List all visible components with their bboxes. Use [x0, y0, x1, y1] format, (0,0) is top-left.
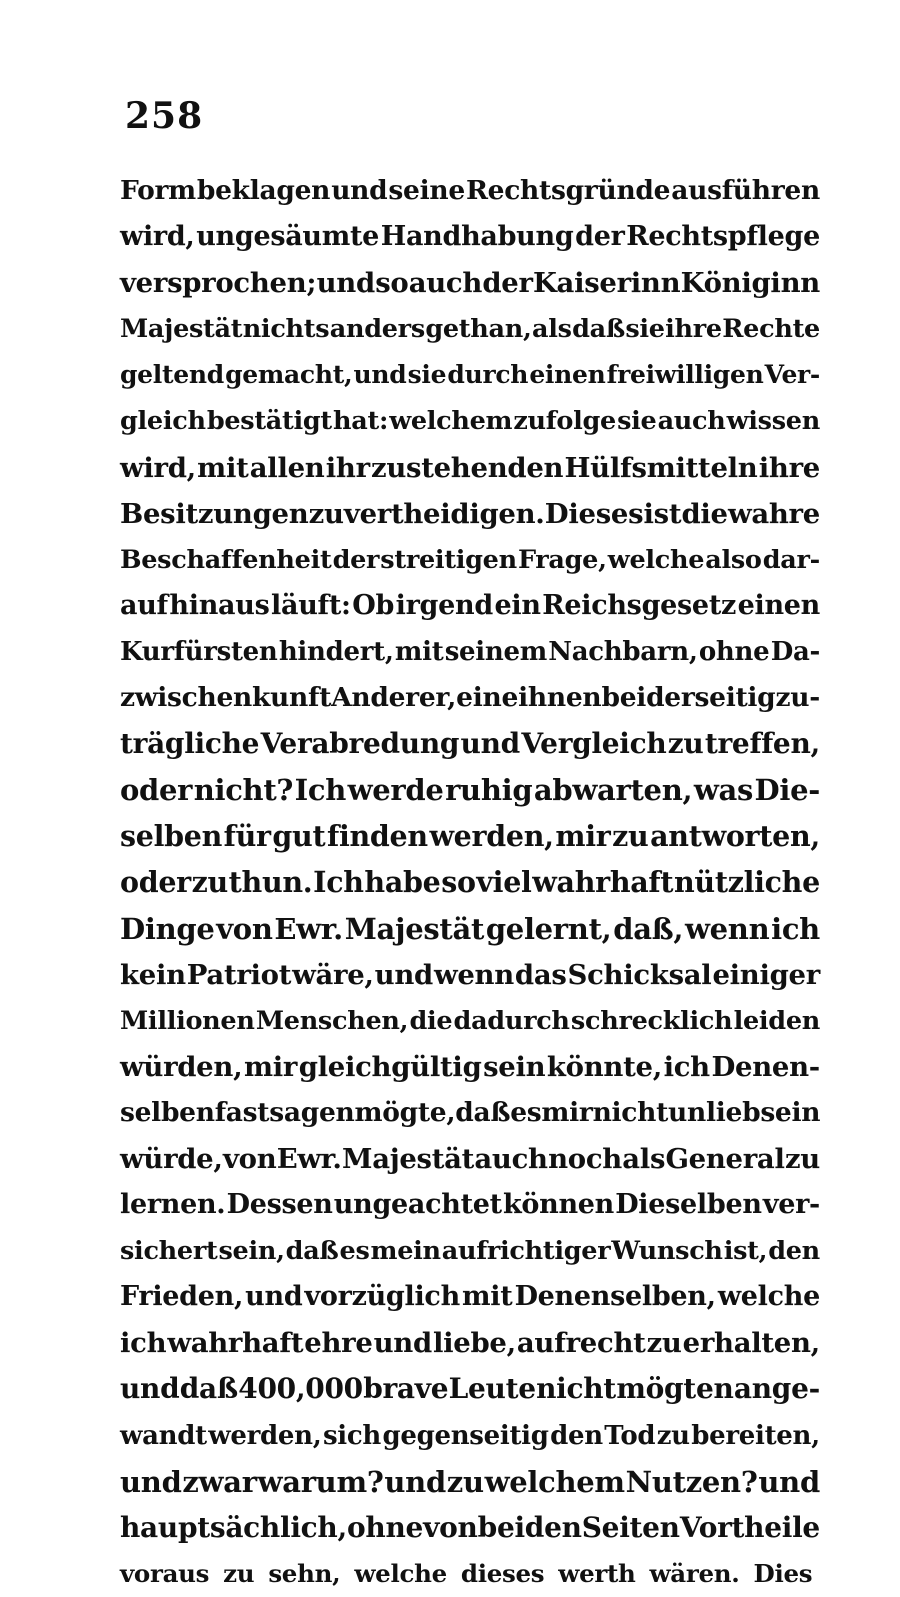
text-line: versprochen; und so auch der Kaiserinn Königinn: [120, 267, 820, 300]
text-line: würden, mir gleichgültig sein könnte, ich Denen-: [120, 1050, 820, 1083]
text-line: würde, von Ewr. Majestät auch noch als General zu: [120, 1142, 820, 1175]
text-line: geltend gemacht, und sie durch einen freiwilligen Ver-: [120, 360, 820, 390]
text-line: selben für gut finden werden, mir zu antworten,: [120, 819, 820, 854]
text-line: Millionen Menschen, die dadurch schrecklich leiden: [120, 1005, 820, 1036]
text-line: Besitzungen zu vertheidigen. Dieses ist die wahre: [120, 497, 820, 530]
text-line: und zwar warum? und zu welchem Nutzen? und: [120, 1464, 820, 1499]
text-line: sichert sein, daß es mein aufrichtiger Wunsch ist, den: [120, 1236, 820, 1267]
text-line: ich wahrhaft ehre und liebe, aufrecht zu erhalten,: [120, 1327, 820, 1360]
text-line: Beschaffenheit der streitigen Frage, welche also dar-: [120, 544, 820, 575]
text-line: wird, ungesäumte Handhabung der Rechtspflege: [120, 221, 820, 253]
text-line: lernen. Dessen ungeachtet können Dieselben ver-: [120, 1189, 820, 1221]
text-line: wird, mit allen ihr zustehenden Hülfsmitteln ihre: [120, 451, 820, 484]
text-line: Dinge von Ewr. Majestät gelernt, daß, wenn ich: [120, 911, 820, 946]
text-line: oder zu thun. Ich habe so viel wahrhaft nützliche: [120, 865, 820, 900]
text-line: Frieden, und vorzüglich mit Denenselben, welche: [120, 1281, 820, 1313]
page-number: 258: [125, 95, 204, 137]
text-line: zwischenkunft Anderer, eine ihnen beiderseitig zu-: [120, 682, 820, 714]
text-line: Kurfürsten hindert, mit seinem Nachbarn, ohne Da-: [120, 636, 820, 667]
text-line: hauptsächlich, ohne von beiden Seiten Vortheile: [120, 1510, 820, 1544]
text-line: Majestät nichts anders gethan, als daß sie ihre Rechte: [120, 314, 820, 345]
body-text: [120, 168, 820, 1597]
text-line: voraus zu sehn, welche dieses werth wären. Dies: [120, 1558, 813, 1588]
text-line: Form beklagen und seine Rechtsgründe ausführen: [120, 175, 820, 206]
text-line: selben fast sagen mögte, daß es mir nicht unlieb sein: [120, 1096, 821, 1128]
text-line: kein Patriot wäre, und wenn das Schicksal einiger: [120, 958, 820, 991]
text-line: und daß 400,000 brave Leute nicht mögten ange-: [120, 1372, 820, 1406]
text-line: wandt werden, sich gegenseitig den Tod zu bereiten,: [120, 1420, 820, 1451]
text-line: oder nicht? Ich werde ruhig abwarten, was Die-: [120, 773, 820, 808]
text-line: auf hinaus läuft: Ob irgend ein Reichsgesetz einen: [120, 589, 820, 621]
text-line: gleich bestätigt hat: welchem zufolge sie auch wissen: [120, 406, 820, 437]
text-line: trägliche Verabredung und Vergleich zu treffen,: [120, 727, 820, 761]
